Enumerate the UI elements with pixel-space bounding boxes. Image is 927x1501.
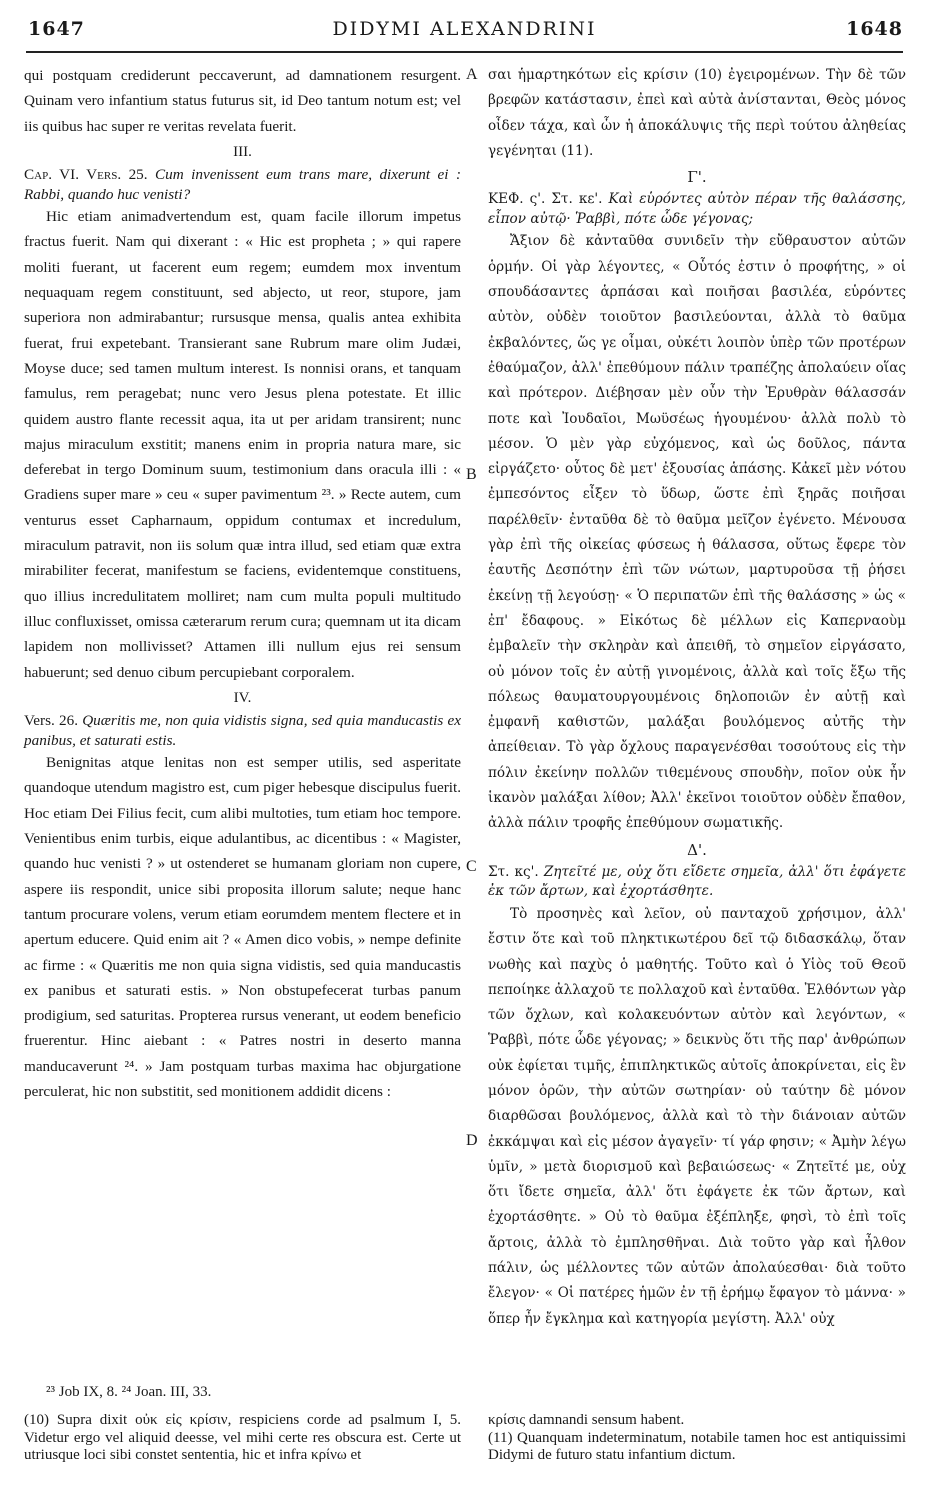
greek-paragraph-2: Ἄξιον δὲ κἀνταῦθα συνιδεῖν τὴν εὔθραυστον αὐτῶν ὁρμήν. Οἱ γὰρ λέγοντες, « Οὗτός ἐστιν ὁ προφήτης, » οἱ σπουδάσαντες ἁρπάσαι καὶ ποιῆσαι βασιλέα, εὑρόντες αὐτὸν, οὐδὲν τοιοῦτον βασιλεύονται, ἀλλὰ τὸ θαῦμα ἐκβαλόντες, ὥς γε οἶμαι, οὐκέτι λοιπὸν ὑπὲρ τῶν προτέρων ἐθαύμαζον, ἀλλ' ἐπεθύμουν πάλιν τραπέζης ἀπολαύειν οἵας καὶ πρότερον. Διέβησαν μὲν οὖν τὴν Ἐρυθρὰν θάλασσάν ποτε καὶ Ἰουδαῖοι, Μωϋσέως ἡγουμένου· ἀλλὰ πολὺ τὸ μέσον. Ὁ μὲν γὰρ εὐχόμενος, καὶ ὡς δοῦλος, πάντα εἰργάζετο· οὗτος δὲ μετ' ἐξουσίας ἁπάσης. Κἀκεῖ μὲν νότου ἐμπεσόντος εἶξεν τὸ ὕδωρ, ὥστε ἐπὶ ξηρᾶς ποιῆσαι παρέλθεῖν· ἐνταῦθα δὲ τὸ θαῦμα μεῖζον ἐγένετο. Μένουσα γὰρ ἐπὶ τῆς οἰκείας φύσεως ἡ θάλασσα, οὕτως ἔφερε τὸν ἑαυτῆς Δεσπότην ἐπὶ τῶν νώτων, μαρτυροῦσα τῇ ῥήσει ἐκείνῃ τῇ λεγούσῃ· « Ὁ περιπατῶν ἐπὶ τῆς θαλάσσης » ὡς « ἐπ' ἔδαφους. » Εἰκότως δὲ μέλλων εἰς Καπερναοὺμ ἐμβαλεῖν τὴν σκληρὰν καὶ ἀπειθῆ, τὸ σημεῖον εἰργάσατο, οὐ μόνον τοῖς ἐν αὐτῇ γινομένοις, ἀλλὰ καὶ τοῖς ἔξω τῆς πόλεως θαυματουργουμένοις δηλοποιῶν ἐν αὐτῇ καὶ ἐμφανῆ καθιστῶν, μαλάξαι βουλόμενος αὐτῆς τὴν ἀπείθειαν. Τὸ γὰρ ὄχλους παραγενέσθαι τοσούτους εἰς τὴν πόλιν ἐκείνην πολλῶν τιθεμένους σπουδὴν, ποῖον οὐκ ἦν ἱκανὸν μαλάξαι λίθον; Ἀλλ' ἐκεῖνοι τοιοῦτον οὐδὲν ἔπαθον, ἀλλὰ πάλιν τροφῆς ἐπεθύμουν σωματικῆς. <box>488 233 906 832</box>
greek-section-4-heading: Δ'. <box>687 840 707 859</box>
greek-verse-25-text: Καὶ εὑρόντες αὐτὸν πέραν τῆς θαλάσσης, εἶπον αὐτῷ· Ῥαββὶ, πότε ὧδε γέγονας; <box>488 191 906 227</box>
greek-verse-26-ref: Στ. κς'. <box>488 863 539 880</box>
margin-letter-d: D <box>466 1132 478 1149</box>
left-page-number: 1647 <box>28 18 85 40</box>
latin-section-4-heading: IV. <box>233 689 252 706</box>
greek-verse-26-text: Ζητεῖτέ με, οὐχ ὅτι εἴδετε σημεῖα, ἀλλ' ὅτι ἐφάγετε ἐκ τῶν ἄρτων, καὶ ἐχορτάσθητε. <box>488 863 906 900</box>
greek-paragraph-3: Τὸ προσηνὲς καὶ λεῖον, οὐ πανταχοῦ χρήσιμον, ἀλλ' ἔστιν ὅτε καὶ τοῦ πληκτικωτέρου δεῖ τῷ διδασκάλῳ, ὅταν νωθὴς καὶ παχὺς ὁ μαθητής. Τοῦτο καὶ ὁ Υἱὸς τοῦ Θεοῦ πεποίηκε ἀλλαχοῦ τε πολλαχοῦ καὶ ἐνταῦθα. Ἐλθόντων γὰρ τῶν ὄχλων, καὶ κολακευόντων αὐτὸν καὶ λεγόντων, « Ῥαββὶ, πότε ὧδε γέγονας; » δεικνὺς ὅτι τῆς παρ' ἀνθρώπων οὐκ ἐφίεται τιμῆς, ἐπιπληκτικῶς αὐτοῖς ἀποκρίνεται, εἰς ἓν μόνον ὁρῶν, τὴν αὐτῶν σωτηρίαν· οὐ ταύτην δὲ μόνον διαρθῶσαι βουλόμενος, ἀλλὰ καὶ τὸ τὴν διάνοιαν αὐτῶν ἐκκάμψαι καὶ εἰς μέσον ἀγαγεῖν· τί γάρ φησιν; « Ἀμὴν λέγω ὑμῖν, » μετὰ διορισμοῦ καὶ βεβαιώσεως· « Ζητεῖτέ με, οὐχ ὅτι ἴδετε σημεῖα, ἀλλ' ὅτι ἐφάγετε ἐκ τῶν ἄρτων, καὶ ἐχορτάσθητε. » Οὐ τὸ θαῦμα ἐξέπληξε, φησὶ, τὸ ἐπὶ τοῖς ἄρτοις, ἀλλὰ τὸ ἐμπλησθῆναι. Διὰ τοῦτο γὰρ καὶ ἦλθον πάλιν, ὡς μέλλοντες τῶν αὐτῶν ἀπολαύεσθαι· διὰ τοῦτο ἔλεγον· « Οἱ πατέρες ἡμῶν ἐν τῇ ἐρήμῳ ἔφαγον τὸ μάννα· » ὅπερ ἦν ἔγκλημα καὶ κατηγορία μεγίστη. Ἀλλ' οὐχ <box>488 905 906 1327</box>
latin-section-3-heading: III. <box>233 143 252 160</box>
latin-verse-26-text: Quæritis me, non quia vidistis signa, sed quia manducastis ex panibus, et saturati estis. <box>24 712 462 749</box>
footnote-11: (11) Quanquam indeterminatum, notabile tamen hoc est antiquissimi Didymi de futuro statu infantium dictum. <box>488 1429 906 1464</box>
greek-verse-26 <box>488 863 906 902</box>
margin-letter-c: C <box>466 858 477 875</box>
latin-verse-25-ref: Cap. VI. Vers. 25. <box>24 166 148 184</box>
greek-section-3-heading: Γ'. <box>687 168 707 187</box>
latin-paragraph-2: Hic etiam animadvertendum est, quam facile illorum impetus fractus fuerit. Nam qui dixerant : « Hic est propheta ; » qui rapere moliti fuerant, ut facerent eum regem; eumdem mox inventum nequaquam regem constituunt, sed abjecto, ut reor, stupore, jam superiora non admirabantur; rursusque mensa, qualis antea exhibita fuerat, frui expetebant. Transierant sane Rubrum mare olim Judæi, Moyse duce; sed tamen multum interest. Is nonnisi orans, et tanquam famulus, rem peragebat; nunc vero Jesus plena potestate. Et illic quidem austro flante recessit aqua, ita ut per aridam transirent; nunc majus miraculum exstitit; manens enim in propria natura mare, sic deferebat in tergo Dominum suum, testimonium dans oracula illi : « Gradiens super mare » ceu « super pavimentum ²³. » Recte autem, cum venturus esset Capharnaum, oppidum contumax et incredulum, miraculum patravit, non iis solum quæ intra illud, sed etiam quæ extra mirabiliter fecerat, manifestum se faciens, evidentemque constituens, quo illius incredulitatem molliret; nam cum multa populi multitudo illuc confluxisset, omissa cæterarum rerum cura; quemnam ut ita dicam lapidem non mollivisset? Attamen illi nullum ejus rei sensum habuerunt; sed denuo cibum percupiebant corporalem. <box>24 208 461 681</box>
greek-column <box>488 63 906 1332</box>
greek-verse-25-ref: ΚΕΦ. ς'. Στ. κε'. <box>488 191 603 208</box>
footnote-10-continuation: κρίσις damnandi sensum habent. <box>488 1412 685 1428</box>
greek-verse-25 <box>488 190 906 229</box>
margin-letter-b: B <box>466 466 477 483</box>
latin-verse-25 <box>24 165 461 204</box>
latin-column <box>24 63 461 1104</box>
footnotes-left <box>24 1412 461 1465</box>
header-rule <box>26 51 903 53</box>
scripture-references: ²³ Job IX, 8. ²⁴ Joan. III, 33. <box>46 1384 212 1400</box>
page-header <box>20 6 909 46</box>
latin-verse-26 <box>24 711 461 750</box>
latin-paragraph-3: Benignitas atque lenitas non est semper utilis, sed asperitate quandoque utendum magistro est, cum piger hebesque discipulus fuerit. Hoc etiam Dei Filius fecit, cum alibi multoties, tum etiam hoc tempore. Venientibus enim turbis, eique adulantibus, ac dicentibus : « Magister, quando huc venisti ? » ut ostenderet se humanam gloriam non cupere, aspere iis respondit, unice sibi proposita illorum salute; neque hanc tantum procurare volens, verum etiam eorumdem mentem flectere et in apertum educere. Quid enim ait ? « Amen dico vobis, » nempe definite ac firme : « Quæritis me non quia signa vidistis, sed quia manducastis ex panibus et saturati estis. » Non obstupefecerat turbas panum prodigium, sed saturitas. Propterea rursus venerant, ut eodem beneficio fruerentur. Hinc aiebant : « Patres nostri in deserto manna manducaverunt ²⁴. » Jam postquam turbas maxima hac objurgatione perculerat, hic non substitit, sed monitionem addidit dicens : <box>24 754 461 1100</box>
latin-paragraph-1: qui postquam crediderunt peccaverunt, ad damnationem resurgent. Quinam vero infantium status futurus sit, id Deo tantum notum est; vel iis quibus hac super re veritas revelata fuerit. <box>24 67 461 135</box>
latin-verse-25-text: Cum invenissent eum trans mare, dixerunt ei : Rabbi, quando huc venisti? <box>24 166 462 203</box>
footnote-10: (10) Supra dixit οὐκ εἰς κρίσιν, respiciens corde ad psalmum I, 5. Videtur ergo vel aliquid deesse, vel mihi certe res obscura est. Certe ut utriusque loci sibi constet sententia, hic et infra κρίνω et <box>24 1412 461 1464</box>
right-page-number: 1648 <box>846 18 903 40</box>
latin-verse-26-ref: Vers. 26. <box>24 712 78 730</box>
margin-letter-a: A <box>466 66 478 83</box>
footnotes-right <box>488 1412 906 1465</box>
greek-paragraph-1: σαι ἡμαρτηκότων εἰς κρίσιν (10) ἐγειρομένων. Τὴν δὲ τῶν βρεφῶν κατάστασιν, ἐπεὶ καὶ αὐτὰ ἀνίστανται, Θεὸς μόνος οἶδεν τάχα, καὶ ὧν ἡ ἀποκάλυψις τῆς περὶ τούτου ἀληθείας γεγένηται (11). <box>488 67 906 159</box>
running-title: DIDYMI ALEXANDRINI <box>332 18 597 40</box>
